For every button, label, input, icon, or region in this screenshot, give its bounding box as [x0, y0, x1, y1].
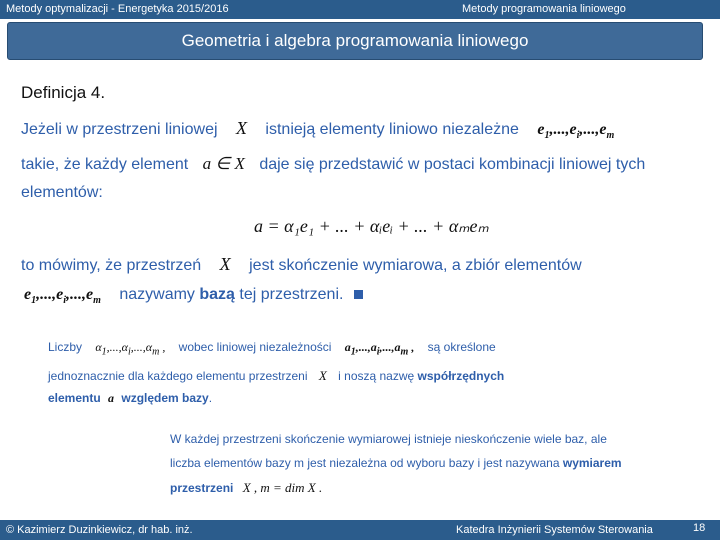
note-dimension-line-3: przestrzeni X , m = dim X .: [170, 480, 323, 495]
footer-department: Katedra Inżynierii Systemów Sterowania: [456, 524, 653, 536]
header-topic: Metody programowania liniowego: [462, 3, 626, 15]
definition-line-2: takie, że każdy element a ∈ X daje się przedstawić w postaci kombinacji liniowej tych: [21, 154, 646, 173]
note-coordinates-line-3: elementu a względem bazy.: [48, 391, 213, 405]
basis-vectors: $e_1,...,e_i,...,e_m$: [537, 121, 615, 142]
definition-line-3: elementów:: [21, 184, 103, 201]
footer-bar: [0, 520, 720, 540]
note-coordinates-line-1: Liczby $\alpha_1,...,\alpha_i,...,\alpha_m$ , wobec liniowej niezależności $a_1,...,a_i,...,a_m$ , są określone: [48, 340, 496, 358]
end-of-definition-icon: [354, 290, 363, 299]
page-number: 18: [693, 522, 706, 534]
note-dimension-line-1: W każdej przestrzeni skończenie wymiarowej istnieje nieskończenie wiele baz, ale: [170, 432, 607, 446]
slide-title: Geometria i algebra programowania liniowego: [7, 22, 703, 60]
linear-combination-formula: a = α₁e₁ + ... + αᵢeᵢ + ... + αₘeₘ: [254, 216, 489, 236]
note-dimension-line-2: liczba elementów bazy m jest niezależna od wyboru bazy i jest nazywana wymiarem: [170, 456, 622, 470]
definition-line-4: to mówimy, że przestrzeń X jest skończenie wymiarowa, a zbiór elementów: [21, 254, 582, 274]
definition-line-1: Jeżeli w przestrzeni liniowej X istnieją elementy liniowo niezależne $e_1,...,e_i,...,e_m$: [21, 118, 615, 142]
definition-title: Definicja 4.: [21, 83, 106, 102]
header-course: Metody optymalizacji - Energetyka 2015/2016: [6, 3, 229, 15]
note-coordinates-line-2: jednoznacznie dla każdego elementu przestrzeni X i noszą nazwę współrzędnych: [48, 368, 505, 383]
header-bar: [0, 0, 720, 19]
footer-author: © Kazimierz Duzinkiewicz, dr hab. inż.: [6, 524, 193, 536]
definition-line-5: $e_1,...,e_i,...,e_m$ nazywamy bazą tej przestrzeni.: [24, 286, 363, 306]
